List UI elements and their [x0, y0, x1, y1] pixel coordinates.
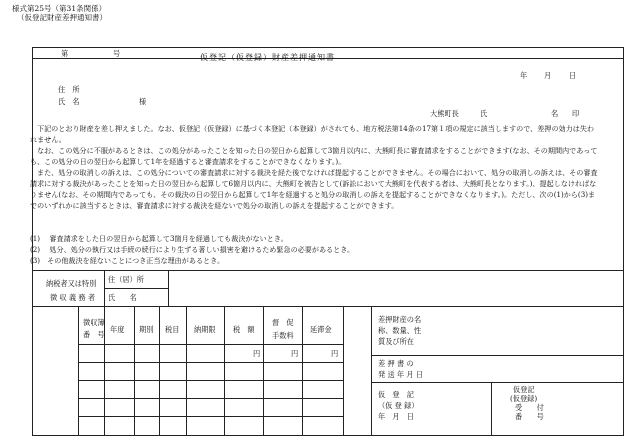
table-row-line — [78, 362, 343, 363]
yen-unit-fee: 円 — [291, 349, 299, 358]
reg-label-1: 仮 登 記 — [378, 390, 414, 399]
col-tax-amount: 税 額 — [233, 325, 255, 334]
table-col-line — [371, 306, 372, 436]
taxpayer-divider-2 — [168, 270, 169, 306]
sender-seal: 印 — [572, 109, 580, 118]
body-paragraph-1: 下記のとおり財産を差し押えました。なお、仮登記（仮登録）に基づく本登記（本登録）がされても、地方税法第14条の17第１項の規定に該当しますので、差押の効力は失われません。 — [30, 124, 595, 144]
date-month: 月 — [544, 71, 552, 80]
collector-label: 徴 収 義 務 者 — [50, 293, 96, 302]
col-tax-item: 税目 — [165, 325, 180, 334]
col-fiscal-no-2: 番 号 — [83, 330, 105, 339]
col-year: 年度 — [110, 325, 125, 334]
taxpayer-address-label: 住（居）所 — [108, 275, 144, 284]
sender-mei: 名 — [551, 109, 559, 118]
right-row-line — [371, 382, 624, 383]
col-due-date: 納期限 — [194, 325, 216, 334]
page-title: 仮登記（仮登録）財産差押通知書 — [200, 53, 335, 62]
property-head-1: 差押財産の名 — [378, 315, 422, 324]
sender-shi: 氏 — [480, 109, 488, 118]
col-fee-1: 督 促 — [272, 318, 294, 327]
notice-date-1: 差 押 書 の — [378, 359, 414, 368]
table-row-line — [78, 344, 343, 345]
condition-1: (1) 審査請求をした日の翌日から起算して3箇月を経過しても裁決がないとき。 — [30, 234, 288, 243]
yen-unit-arrears: 円 — [331, 349, 339, 358]
addressee-address-label: 住 所 — [58, 85, 80, 94]
taxpayer-label: 納税者又は特別 — [46, 279, 97, 288]
reg-label-3: 年 月 日 — [378, 412, 414, 421]
table-row-line — [78, 380, 343, 381]
addressee-honorific: 様 — [139, 97, 147, 106]
taxpayer-divider-1 — [104, 270, 105, 306]
col-fee-2: 手数料 — [272, 331, 294, 340]
col-arrears: 延滞金 — [310, 325, 332, 334]
table-row-line — [78, 416, 343, 417]
yen-unit-tax: 円 — [253, 349, 261, 358]
taxpayer-name-label: 氏 名 — [108, 293, 137, 302]
property-head-3: 質及び所在 — [378, 337, 414, 346]
taxpayer-bottom-rule — [32, 306, 624, 307]
date-year: 年 — [520, 71, 528, 80]
taxpayer-mid-rule — [104, 288, 168, 289]
table-col-line — [491, 382, 492, 436]
form-number: 様式第25号（第31条関係） — [12, 4, 107, 13]
notice-no-prefix: 第 — [61, 49, 69, 58]
body-paragraph-3: また、処分の取消しの訴えは、この処分についての審査請求に対する裁決を経た後でなければ提起することができません。その場合において、処分の取消しの訴えは、その審査請求に対する裁決があったことを知った日の翌日から起算して6箇月以内に、大熊町を被告として(訴訟において大熊町を代表する者は、大熊町長となります。)、提起しなければなりません(なお、その期間内であっても、その裁決の日の翌日から起算して1年を経過すると処分の取消しの訴えを提起することができなくなります。)。ただし、次の(1)から(3)までのいずれかに該当するときは、審査請求に対する裁決を経ないで処分の取消しの訴えを提起することができます。 — [30, 168, 598, 210]
notice-date-2: 発 送 年 月 日 — [378, 370, 424, 379]
table-row-line — [78, 398, 343, 399]
reg-no-3: 受 付 — [515, 403, 544, 412]
reg-no-2: (仮登録) — [510, 394, 538, 403]
property-head-2: 称、数量、性 — [378, 326, 422, 335]
date-day: 日 — [569, 71, 577, 80]
condition-3: (3) その他裁決を経ないことにつき正当な理由があるとき。 — [30, 256, 225, 265]
reg-no-1: 仮登記 — [513, 385, 535, 394]
table-col-line — [343, 306, 344, 436]
body-paragraph-2: なお、この処分に不服があるときは、この処分があったことを知った日の翌日から起算して3箇月以内に、大熊町長に審査請求をすることができます(なお、その期間内であっても、この処分の日の翌日から起算して1年を経過すると審査請求をすることができなくなります。)。 — [30, 146, 598, 166]
col-period: 期別 — [139, 325, 154, 334]
col-fiscal-no-1: 徴収簿 — [83, 318, 105, 327]
reg-label-2: （仮 登 録） — [378, 401, 419, 410]
form-subtitle: （仮登記財産差押通知書） — [17, 13, 107, 22]
sender-town: 大熊町長 — [430, 109, 459, 118]
taxpayer-top-rule — [32, 270, 624, 271]
condition-2: (2) 処分、処分の執行又は手続の続行により生ずる著しい損害を避けるため緊急の必要があるとき。 — [30, 245, 355, 254]
addressee-name-label: 氏 名 — [58, 97, 80, 106]
right-row-line — [371, 355, 624, 356]
notice-no-suffix: 号 — [113, 49, 121, 58]
reg-no-4: 番 号 — [515, 412, 544, 421]
